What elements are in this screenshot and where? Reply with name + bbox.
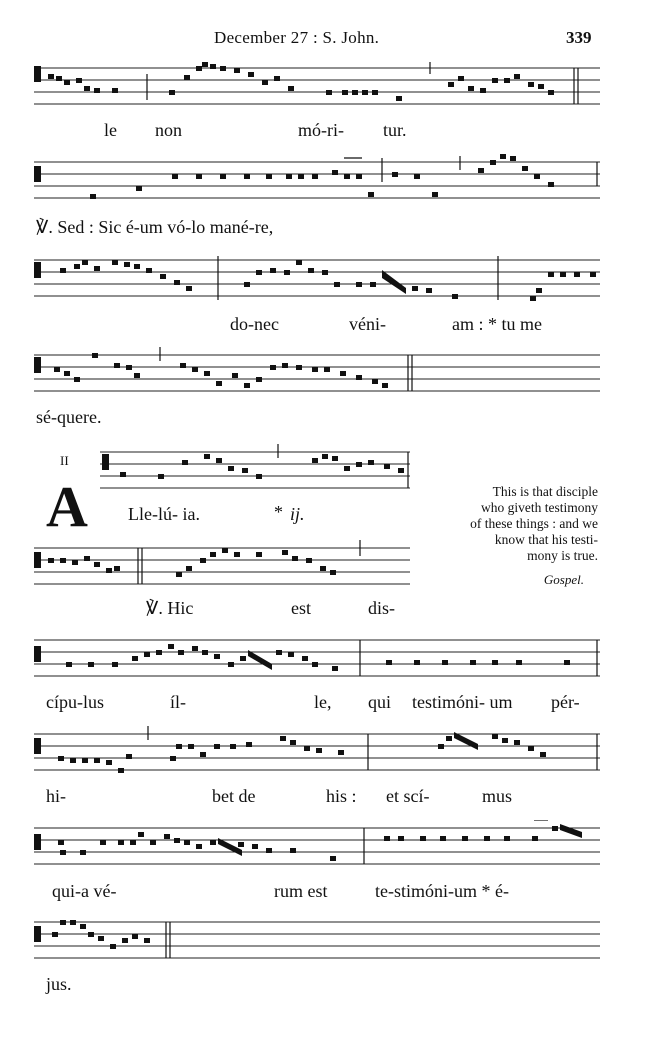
lyric-word: non — [155, 120, 182, 140]
staff-3 — [34, 250, 600, 306]
translation-text — [418, 484, 598, 564]
lyric-word: cípu-lus — [46, 692, 104, 712]
lyric-word: est — [291, 598, 311, 618]
lyric-word: sé-quere. — [36, 407, 102, 427]
staff-8 — [34, 724, 600, 780]
lyric-word: te-stimóni-um * é- — [375, 881, 509, 901]
lyric-word: his : — [326, 786, 357, 806]
translation-line: who giveth testimony — [481, 500, 598, 515]
lyric-word: dis- — [368, 598, 395, 618]
translation-line: know that his testi- — [494, 532, 598, 547]
lyric-word: pér- — [551, 692, 580, 712]
lyric-word: jus. — [46, 974, 72, 994]
lyric-word: Lle-lú- ia. — [128, 504, 200, 524]
page-number: 339 — [566, 28, 592, 47]
lyric-word: et scí- — [386, 786, 430, 806]
staff-10 — [34, 914, 600, 966]
translation-source: Gospel. — [543, 572, 584, 587]
staff-7 — [34, 632, 600, 684]
staff-9 — [34, 820, 600, 872]
lyric-word: * — [274, 502, 283, 522]
lyric-word: qui — [368, 692, 392, 712]
staff-6 — [34, 538, 410, 594]
lyric-word: ℣. Hic — [146, 598, 194, 618]
lyric-word: mus — [482, 786, 513, 806]
lyric-word: le, — [314, 692, 332, 712]
lyric-word: mó-ri- — [298, 120, 344, 140]
lyric-word: ℣. Sed : Sic é-um vó-lo mané-re, — [36, 217, 274, 237]
lyric-word: hi- — [46, 786, 66, 806]
running-title: December 27 : S. John. — [214, 28, 380, 47]
lyric-word: do-nec — [230, 314, 279, 334]
drop-capital: A — [46, 474, 88, 539]
staff-5 — [100, 444, 410, 496]
staff-2 — [34, 152, 600, 208]
staff-1 — [34, 60, 600, 112]
translation-line: of these things : and we — [470, 516, 598, 531]
lyric-word: bet de — [212, 786, 256, 806]
lyric-word: véni- — [349, 314, 386, 334]
lyric-word: testimóni- um — [412, 692, 513, 712]
lyric-word: rum est — [274, 881, 328, 901]
lyric-word: tur. — [383, 120, 407, 140]
page-header — [0, 28, 656, 52]
lyric-word: am : * tu me — [452, 314, 542, 334]
translation-line: This is that disciple — [492, 484, 598, 499]
staff-4 — [34, 345, 600, 403]
lyric-word: ij. — [290, 504, 305, 524]
lyric-word: le — [104, 120, 117, 140]
translation-line: mony is true. — [527, 548, 598, 563]
lyric-word: qui-a vé- — [52, 881, 117, 901]
mode-number: II — [60, 453, 69, 468]
lyric-word: íl- — [170, 692, 186, 712]
